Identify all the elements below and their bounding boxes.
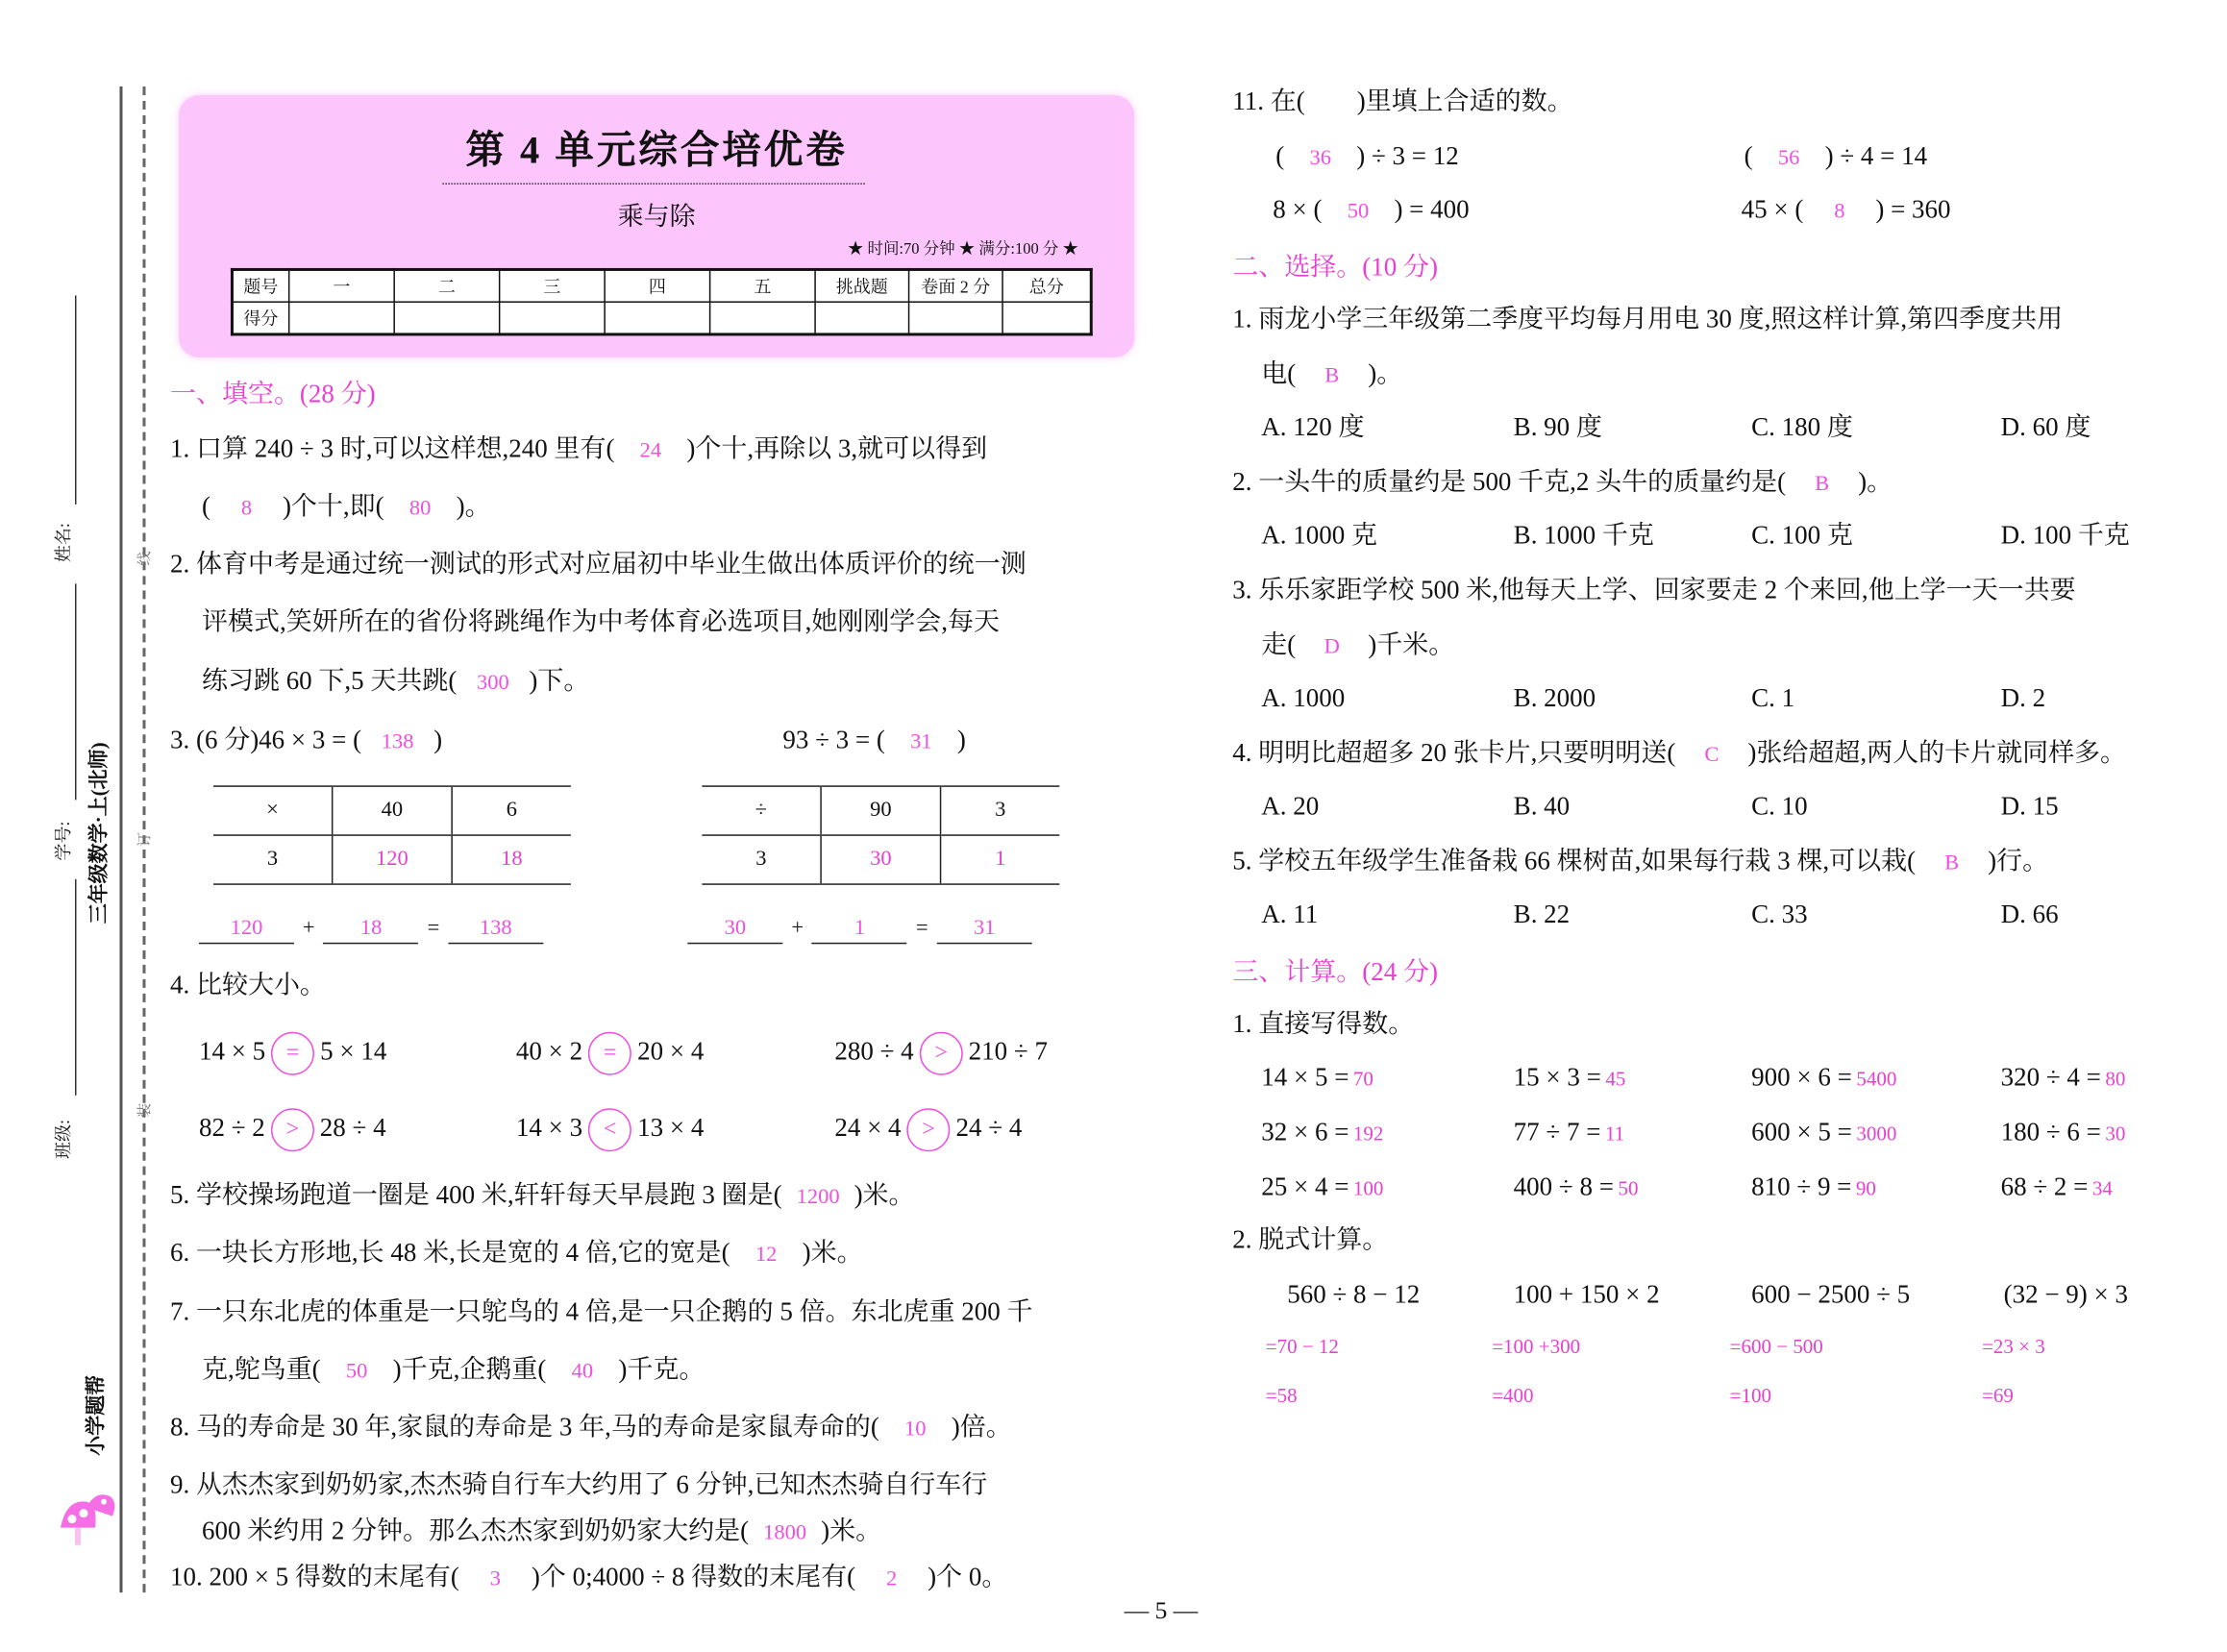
answer-value: 36 bbox=[1309, 146, 1331, 170]
question-line-text: )千克。 bbox=[618, 1354, 705, 1384]
question-line-text: ) bbox=[956, 725, 966, 754]
question-line bbox=[170, 1235, 863, 1272]
stepwise-step: =600 − 500 bbox=[1729, 1337, 1823, 1360]
calc-expression: 600 × 5 = bbox=[1751, 1117, 1852, 1147]
question-line-text: )米。 bbox=[802, 1238, 863, 1268]
compare-sign: > bbox=[907, 1108, 951, 1151]
stepwise-expression: (32 − 9) × 3 bbox=[2003, 1279, 2129, 1309]
calc-expression: 25 × 4 = bbox=[1261, 1171, 1349, 1201]
sum-part: 120 bbox=[199, 914, 294, 944]
choice-question-line-text: 5. 学校五年级学生准备栽 66 棵树苗,如果每行栽 3 棵,可以栽( bbox=[1232, 846, 1917, 875]
compare-sign: > bbox=[920, 1032, 963, 1075]
table-cell: 3 bbox=[702, 835, 821, 884]
question-line-text: 2. 体育中考是通过统一测试的形式对应届初中毕业生做出体质评价的统一测 bbox=[169, 549, 1027, 579]
sum-part: 1 bbox=[812, 914, 907, 944]
question-line bbox=[170, 967, 326, 1001]
calc-answer: 45 bbox=[1605, 1069, 1626, 1092]
calc-answer: 34 bbox=[2091, 1178, 2113, 1201]
sum-part: = bbox=[427, 916, 440, 940]
question-line-text: 克,鸵鸟重( bbox=[201, 1354, 321, 1384]
score-header-cell: 总分 bbox=[1002, 269, 1091, 302]
calc-answer: 5400 bbox=[1856, 1069, 1897, 1092]
calc-expression: 77 ÷ 7 = bbox=[1513, 1117, 1601, 1147]
choice-option: B. 90 度 bbox=[1513, 411, 1602, 441]
direct-calc-item bbox=[1514, 1059, 1626, 1097]
compare-left: 14 × 5 bbox=[198, 1036, 266, 1066]
question-line bbox=[202, 663, 589, 701]
answer-value: 31 bbox=[910, 730, 932, 754]
calc-answer: 11 bbox=[1604, 1123, 1625, 1147]
fill-number-line bbox=[1232, 84, 1572, 118]
table-cell: 3 bbox=[213, 835, 333, 884]
compare-item bbox=[516, 1108, 704, 1151]
choice-question-line-text: )行。 bbox=[1988, 846, 2049, 875]
fill-number-line-text: ) = 360 bbox=[1875, 194, 1951, 224]
question-line-text: 10. 200 × 5 得数的末尾有( bbox=[169, 1562, 459, 1591]
direct-calc-item bbox=[2001, 1059, 2126, 1097]
question-line bbox=[202, 1352, 705, 1390]
question-line-text: ) bbox=[433, 725, 443, 754]
question-line bbox=[202, 1514, 881, 1551]
calc-expression: 32 × 6 = bbox=[1261, 1117, 1349, 1147]
answer-value: 300 bbox=[477, 671, 509, 695]
direct-calc-item bbox=[1514, 1114, 1625, 1152]
answer-value: D bbox=[1324, 635, 1340, 659]
calc-answer: 100 bbox=[1352, 1178, 1384, 1201]
score-cell[interactable] bbox=[394, 302, 499, 334]
compare-left: 24 × 4 bbox=[834, 1112, 902, 1142]
stepwise-step: =58 bbox=[1265, 1386, 1298, 1409]
calc-q2-label: 2. 脱式计算。 bbox=[1232, 1224, 1389, 1254]
binding-solid-line bbox=[119, 86, 122, 1592]
compare-item bbox=[516, 1032, 704, 1075]
table-cell: 40 bbox=[333, 786, 452, 835]
question-line-text: 8. 马的寿命是 30 年,家鼠的寿命是 3 年,马的寿命是家鼠寿命的( bbox=[169, 1412, 879, 1442]
score-header-cell: 二 bbox=[394, 269, 499, 302]
calc-answer: 90 bbox=[1855, 1178, 1876, 1201]
choice-question-line-text: 2. 一头牛的质量约是 500 千克,2 头牛的质量约是( bbox=[1232, 466, 1787, 496]
table-cell: 90 bbox=[821, 786, 940, 835]
table-cell: 6 bbox=[452, 786, 571, 835]
fill-number-line bbox=[1742, 191, 1951, 229]
direct-calc-item bbox=[1751, 1059, 1896, 1097]
question-line bbox=[170, 722, 442, 759]
page-number: — 5 — bbox=[1124, 1596, 1199, 1625]
choice-question-line bbox=[1232, 464, 1893, 502]
score-table bbox=[231, 268, 1093, 335]
answer-value: 8 bbox=[240, 497, 253, 521]
calc-expression: 68 ÷ 2 = bbox=[2000, 1171, 2089, 1201]
answer-value: 8 bbox=[1834, 200, 1845, 224]
choice-question-line bbox=[1261, 356, 1402, 393]
fill-number-line bbox=[1744, 138, 1928, 176]
compare-left: 82 ÷ 2 bbox=[198, 1112, 265, 1142]
calc-expression: 15 × 3 = bbox=[1513, 1062, 1601, 1092]
table-cell: 18 bbox=[452, 835, 571, 884]
sum-part: 138 bbox=[448, 914, 543, 944]
answer-value: 10 bbox=[904, 1418, 927, 1442]
answer-value: B bbox=[1815, 472, 1830, 496]
answer-value: 50 bbox=[1347, 200, 1370, 224]
question-line-text: 9. 从杰杰家到奶奶家,杰杰骑自行车大约用了 6 分钟,已知杰杰骑自行车行 bbox=[169, 1469, 988, 1499]
question-line-text: )个十,即( bbox=[282, 491, 384, 521]
question-line-text: 93 ÷ 3 = ( bbox=[782, 725, 885, 754]
stepwise-expression: 560 ÷ 8 − 12 bbox=[1287, 1279, 1421, 1309]
compare-right: 210 ÷ 7 bbox=[968, 1036, 1048, 1066]
question-line bbox=[170, 431, 987, 468]
direct-calc-item bbox=[1514, 1169, 1639, 1207]
score-header-cell: 挑战题 bbox=[815, 269, 908, 302]
question-line bbox=[170, 1410, 1012, 1447]
direct-calc-item bbox=[2001, 1114, 2126, 1152]
direct-calc-item bbox=[1261, 1059, 1373, 1097]
multiplication-table bbox=[702, 785, 1059, 884]
cut-bind-label: 订 bbox=[137, 832, 154, 848]
answer-value: B bbox=[1324, 364, 1340, 388]
compare-sign: = bbox=[271, 1032, 314, 1075]
question-line-text: )倍。 bbox=[951, 1412, 1012, 1442]
fill-number-line bbox=[1273, 191, 1469, 229]
table-cell: 30 bbox=[821, 835, 940, 884]
table-cell: 1 bbox=[941, 835, 1060, 884]
compare-right: 13 × 4 bbox=[637, 1112, 705, 1142]
score-cell[interactable] bbox=[1002, 302, 1091, 334]
compare-right: 5 × 14 bbox=[320, 1036, 387, 1066]
choice-option: A. 120 度 bbox=[1261, 411, 1365, 441]
score-cell[interactable] bbox=[815, 302, 908, 334]
question-line bbox=[202, 604, 1000, 638]
question-line-text: 6. 一块长方形地,长 48 米,长是宽的 4 倍,它的宽是( bbox=[169, 1238, 730, 1268]
score-cell[interactable] bbox=[710, 302, 815, 334]
question-line-text: 5. 学校操场跑道一圈是 400 米,轩轩每天早晨跑 3 圈是( bbox=[169, 1180, 782, 1210]
answer-value: C bbox=[1704, 743, 1720, 767]
stepwise-expression: 600 − 2500 ÷ 5 bbox=[1751, 1279, 1911, 1309]
answer-value: 40 bbox=[571, 1360, 594, 1384]
id-field-line[interactable] bbox=[75, 583, 76, 800]
calc-expression: 320 ÷ 4 = bbox=[2000, 1062, 2101, 1092]
answer-value: 3 bbox=[489, 1567, 502, 1591]
sum-part: + bbox=[302, 916, 315, 940]
calc-expression: 180 ÷ 6 = bbox=[2000, 1117, 2101, 1147]
stepwise-step: =23 × 3 bbox=[1982, 1337, 2045, 1360]
choice-question-line bbox=[1261, 627, 1454, 664]
choice-option: C. 100 克 bbox=[1751, 520, 1853, 550]
fill-number-line-text: ) ÷ 4 = 14 bbox=[1824, 140, 1928, 170]
table-cell: 120 bbox=[333, 835, 452, 884]
calc-answer: 3000 bbox=[1856, 1123, 1897, 1147]
logo-text: 小学题帮 bbox=[86, 1374, 109, 1456]
book-title: 三年级数学·上(北师) bbox=[88, 742, 111, 925]
choice-question-line-text: )千米。 bbox=[1368, 629, 1455, 659]
question-line-text: 3. (6 分)46 × 3 = ( bbox=[169, 725, 362, 754]
compare-sign: = bbox=[588, 1032, 631, 1075]
direct-calc-item bbox=[1261, 1114, 1383, 1152]
question-line bbox=[170, 1294, 1033, 1329]
answer-value: 56 bbox=[1777, 146, 1800, 170]
class-field-line[interactable] bbox=[75, 879, 76, 1096]
question-line-text: )个十,再除以 3,就可以得到 bbox=[686, 433, 988, 463]
stepwise-step: =70 − 12 bbox=[1265, 1337, 1339, 1360]
score-header-cell: 卷面 2 分 bbox=[909, 269, 1002, 302]
direct-calc-item bbox=[2001, 1169, 2113, 1207]
calc-answer: 70 bbox=[1352, 1069, 1373, 1092]
choice-question-line-text: 1. 雨龙小学三年级第二季度平均每月用电 30 度,照这样计算,第四季度共用 bbox=[1232, 304, 2064, 333]
direct-calc-item bbox=[1261, 1169, 1383, 1207]
question-line-text: 练习跳 60 下,5 天共跳( bbox=[201, 665, 458, 695]
question-line bbox=[170, 1560, 1007, 1597]
score-cell[interactable] bbox=[500, 302, 605, 334]
question-line bbox=[170, 1177, 915, 1215]
choice-option: D. 66 bbox=[2000, 899, 2059, 928]
choice-option: B. 22 bbox=[1513, 899, 1571, 928]
direct-calc-item bbox=[1751, 1114, 1896, 1152]
fill-number-line-text: ) ÷ 3 = 12 bbox=[1356, 140, 1459, 170]
choice-question-line-text: 走( bbox=[1261, 629, 1297, 659]
stepwise-step: =100 +300 bbox=[1492, 1337, 1581, 1360]
table-cell: 3 bbox=[941, 786, 1060, 835]
page-subtitle: 乘与除 bbox=[617, 201, 696, 231]
choice-option: C. 180 度 bbox=[1751, 411, 1853, 441]
choice-option: D. 60 度 bbox=[2000, 411, 2091, 441]
compare-left: 40 × 2 bbox=[515, 1036, 583, 1066]
choice-question-line bbox=[1232, 572, 2075, 606]
score-header-cell: 一 bbox=[289, 269, 394, 302]
sum-part: = bbox=[916, 916, 928, 940]
question-line-text: 7. 一只东北虎的体重是一只鸵鸟的 4 倍,是一只企鹅的 5 倍。东北虎重 200 千 bbox=[169, 1296, 1033, 1326]
fill-number-line-text: 11. 在( )里填上合适的数。 bbox=[1232, 86, 1573, 115]
compare-right: 24 ÷ 4 bbox=[955, 1112, 1023, 1142]
multiplication-table bbox=[213, 785, 571, 884]
calc-answer: 192 bbox=[1352, 1123, 1384, 1147]
choice-question-line-text: )张给超超,两人的卡片就同样多。 bbox=[1747, 737, 2127, 767]
compare-item bbox=[834, 1032, 1048, 1075]
id-label: 学号: bbox=[53, 821, 74, 861]
choice-question-line-text: 电( bbox=[1261, 358, 1297, 388]
choice-option: A. 20 bbox=[1261, 791, 1320, 821]
table-cell: × bbox=[213, 786, 333, 835]
score-header-cell: 三 bbox=[500, 269, 605, 302]
choice-option: D. 100 千克 bbox=[2000, 520, 2130, 550]
stepwise-step: =69 bbox=[1982, 1386, 2014, 1409]
sum-line bbox=[687, 908, 1031, 946]
calc-answer: 30 bbox=[2105, 1123, 2126, 1147]
sum-line bbox=[199, 908, 543, 946]
choice-option: C. 33 bbox=[1751, 899, 1808, 928]
class-label: 班级: bbox=[53, 1120, 74, 1160]
cut-line-label: 线 bbox=[137, 551, 154, 566]
calc-q1-label: 1. 直接写得数。 bbox=[1232, 1008, 1415, 1038]
section-heading-fill: 一、填空。(28 分) bbox=[169, 379, 376, 408]
choice-option: A. 1000 克 bbox=[1261, 520, 1377, 550]
compare-right: 28 ÷ 4 bbox=[319, 1112, 386, 1142]
answer-value: B bbox=[1944, 851, 1960, 875]
choice-option: D. 15 bbox=[2000, 791, 2059, 821]
score-cell[interactable] bbox=[289, 302, 394, 334]
choice-question-line bbox=[1232, 301, 2063, 335]
sum-part: 18 bbox=[324, 914, 419, 944]
score-cell[interactable] bbox=[909, 302, 1002, 334]
question-line bbox=[202, 488, 491, 526]
choice-option: B. 1000 千克 bbox=[1513, 520, 1654, 550]
question-line-text: 4. 比较大小。 bbox=[169, 970, 326, 999]
name-label: 姓名: bbox=[53, 523, 74, 563]
mushroom-logo-icon bbox=[55, 1485, 127, 1557]
question-line-text: )。 bbox=[456, 491, 491, 521]
compare-left: 280 ÷ 4 bbox=[834, 1036, 914, 1066]
fill-number-line-text: 8 × ( bbox=[1273, 194, 1323, 224]
fill-number-line-text: ( bbox=[1275, 140, 1285, 170]
score-cell[interactable] bbox=[605, 302, 709, 334]
choice-question-line-text: )。 bbox=[1368, 358, 1403, 388]
answer-value: 12 bbox=[755, 1244, 778, 1268]
question-line-text: 600 米约用 2 分钟。那么杰杰家到奶奶家大约是( bbox=[201, 1516, 750, 1545]
compare-sign: < bbox=[588, 1108, 631, 1151]
question-line-text: )米。 bbox=[854, 1180, 915, 1210]
calc-answer: 80 bbox=[2105, 1069, 2126, 1092]
calc-expression: 400 ÷ 8 = bbox=[1513, 1171, 1614, 1201]
stepwise-step: =400 bbox=[1492, 1386, 1534, 1409]
calc-expression: 900 × 6 = bbox=[1751, 1062, 1852, 1092]
answer-value: 1800 bbox=[763, 1521, 807, 1545]
choice-option: C. 10 bbox=[1751, 791, 1808, 821]
choice-question-line-text: )。 bbox=[1858, 466, 1893, 496]
choice-option: A. 11 bbox=[1261, 899, 1319, 928]
sum-part: 30 bbox=[687, 914, 782, 944]
choice-option: B. 40 bbox=[1513, 791, 1571, 821]
name-field[interactable] bbox=[75, 295, 76, 504]
choice-question-line-text: 4. 明明比超超多 20 张卡片,只要明明送( bbox=[1232, 737, 1676, 767]
stepwise-expression: 100 + 150 × 2 bbox=[1513, 1279, 1660, 1309]
calc-answer: 50 bbox=[1618, 1178, 1639, 1201]
fill-number-line-text: ( bbox=[1744, 140, 1753, 170]
compare-right: 20 × 4 bbox=[637, 1036, 705, 1066]
compare-left: 14 × 3 bbox=[515, 1112, 583, 1142]
exam-info: ★ 时间:70 分钟 ★ 满分:100 分 ★ bbox=[847, 240, 1078, 259]
compare-item bbox=[834, 1108, 1022, 1151]
calc-expression: 810 ÷ 9 = bbox=[1751, 1171, 1852, 1201]
question-line-text: )个 0。 bbox=[928, 1562, 1008, 1591]
question-line-text: 评模式,笑妍所在的省份将跳绳作为中考体育必选项目,她刚刚学会,每天 bbox=[201, 606, 1001, 636]
score-header-cell: 题号 bbox=[232, 269, 288, 302]
score-header-cell: 四 bbox=[605, 269, 709, 302]
question-line-text: 1. 口算 240 ÷ 3 时,可以这样想,240 里有( bbox=[169, 433, 615, 463]
answer-value: 2 bbox=[885, 1567, 898, 1591]
choice-option: B. 2000 bbox=[1513, 682, 1596, 712]
compare-item bbox=[199, 1032, 386, 1075]
question-line-text: )个 0;4000 ÷ 8 得数的末尾有( bbox=[531, 1562, 856, 1591]
answer-value: 24 bbox=[639, 439, 662, 463]
question-line-text: )下。 bbox=[529, 665, 590, 695]
fill-number-line-text: 45 × ( bbox=[1741, 194, 1804, 224]
direct-calc-item bbox=[1751, 1169, 1876, 1207]
choice-option: C. 1 bbox=[1751, 682, 1795, 712]
choice-question-line-text: 3. 乐乐家距学校 500 米,他每天上学、回家要走 2 个来回,他上学一天一共要 bbox=[1232, 575, 2076, 604]
answer-value: 138 bbox=[381, 730, 414, 754]
question-line-text: )千克,企鹅重( bbox=[392, 1354, 547, 1384]
fill-number-line-text: ) = 400 bbox=[1394, 194, 1470, 224]
compare-sign: > bbox=[271, 1108, 314, 1151]
choice-question-line bbox=[1232, 735, 2126, 773]
cut-fold-label: 装 bbox=[137, 1103, 154, 1119]
choice-option: A. 1000 bbox=[1261, 682, 1346, 712]
question-line bbox=[782, 722, 966, 759]
answer-value: 50 bbox=[345, 1360, 368, 1384]
title-divider bbox=[442, 183, 864, 184]
page-title: 第 4 单元综合培优卷 bbox=[465, 128, 848, 172]
choice-question-line bbox=[1232, 843, 2048, 880]
question-line-text: ( bbox=[201, 491, 210, 521]
answer-value: 1200 bbox=[796, 1186, 840, 1210]
question-line bbox=[170, 546, 1027, 580]
score-header-cell: 五 bbox=[710, 269, 815, 302]
section-heading-calc: 三、计算。(24 分) bbox=[1232, 956, 1438, 986]
score-row-label: 得分 bbox=[232, 302, 288, 334]
calc-expression: 14 × 5 = bbox=[1261, 1062, 1349, 1092]
question-line-text: )米。 bbox=[821, 1516, 882, 1545]
sum-part: 31 bbox=[937, 914, 1032, 944]
choice-option: D. 2 bbox=[2000, 682, 2046, 712]
answer-value: 80 bbox=[408, 497, 432, 521]
table-cell: ÷ bbox=[702, 786, 821, 835]
fill-number-line bbox=[1275, 138, 1459, 176]
compare-item bbox=[199, 1108, 386, 1151]
question-line bbox=[170, 1467, 987, 1502]
section-heading-choice: 二、选择。(10 分) bbox=[1232, 252, 1438, 282]
sum-part: + bbox=[791, 916, 804, 940]
stepwise-step: =100 bbox=[1729, 1386, 1771, 1409]
